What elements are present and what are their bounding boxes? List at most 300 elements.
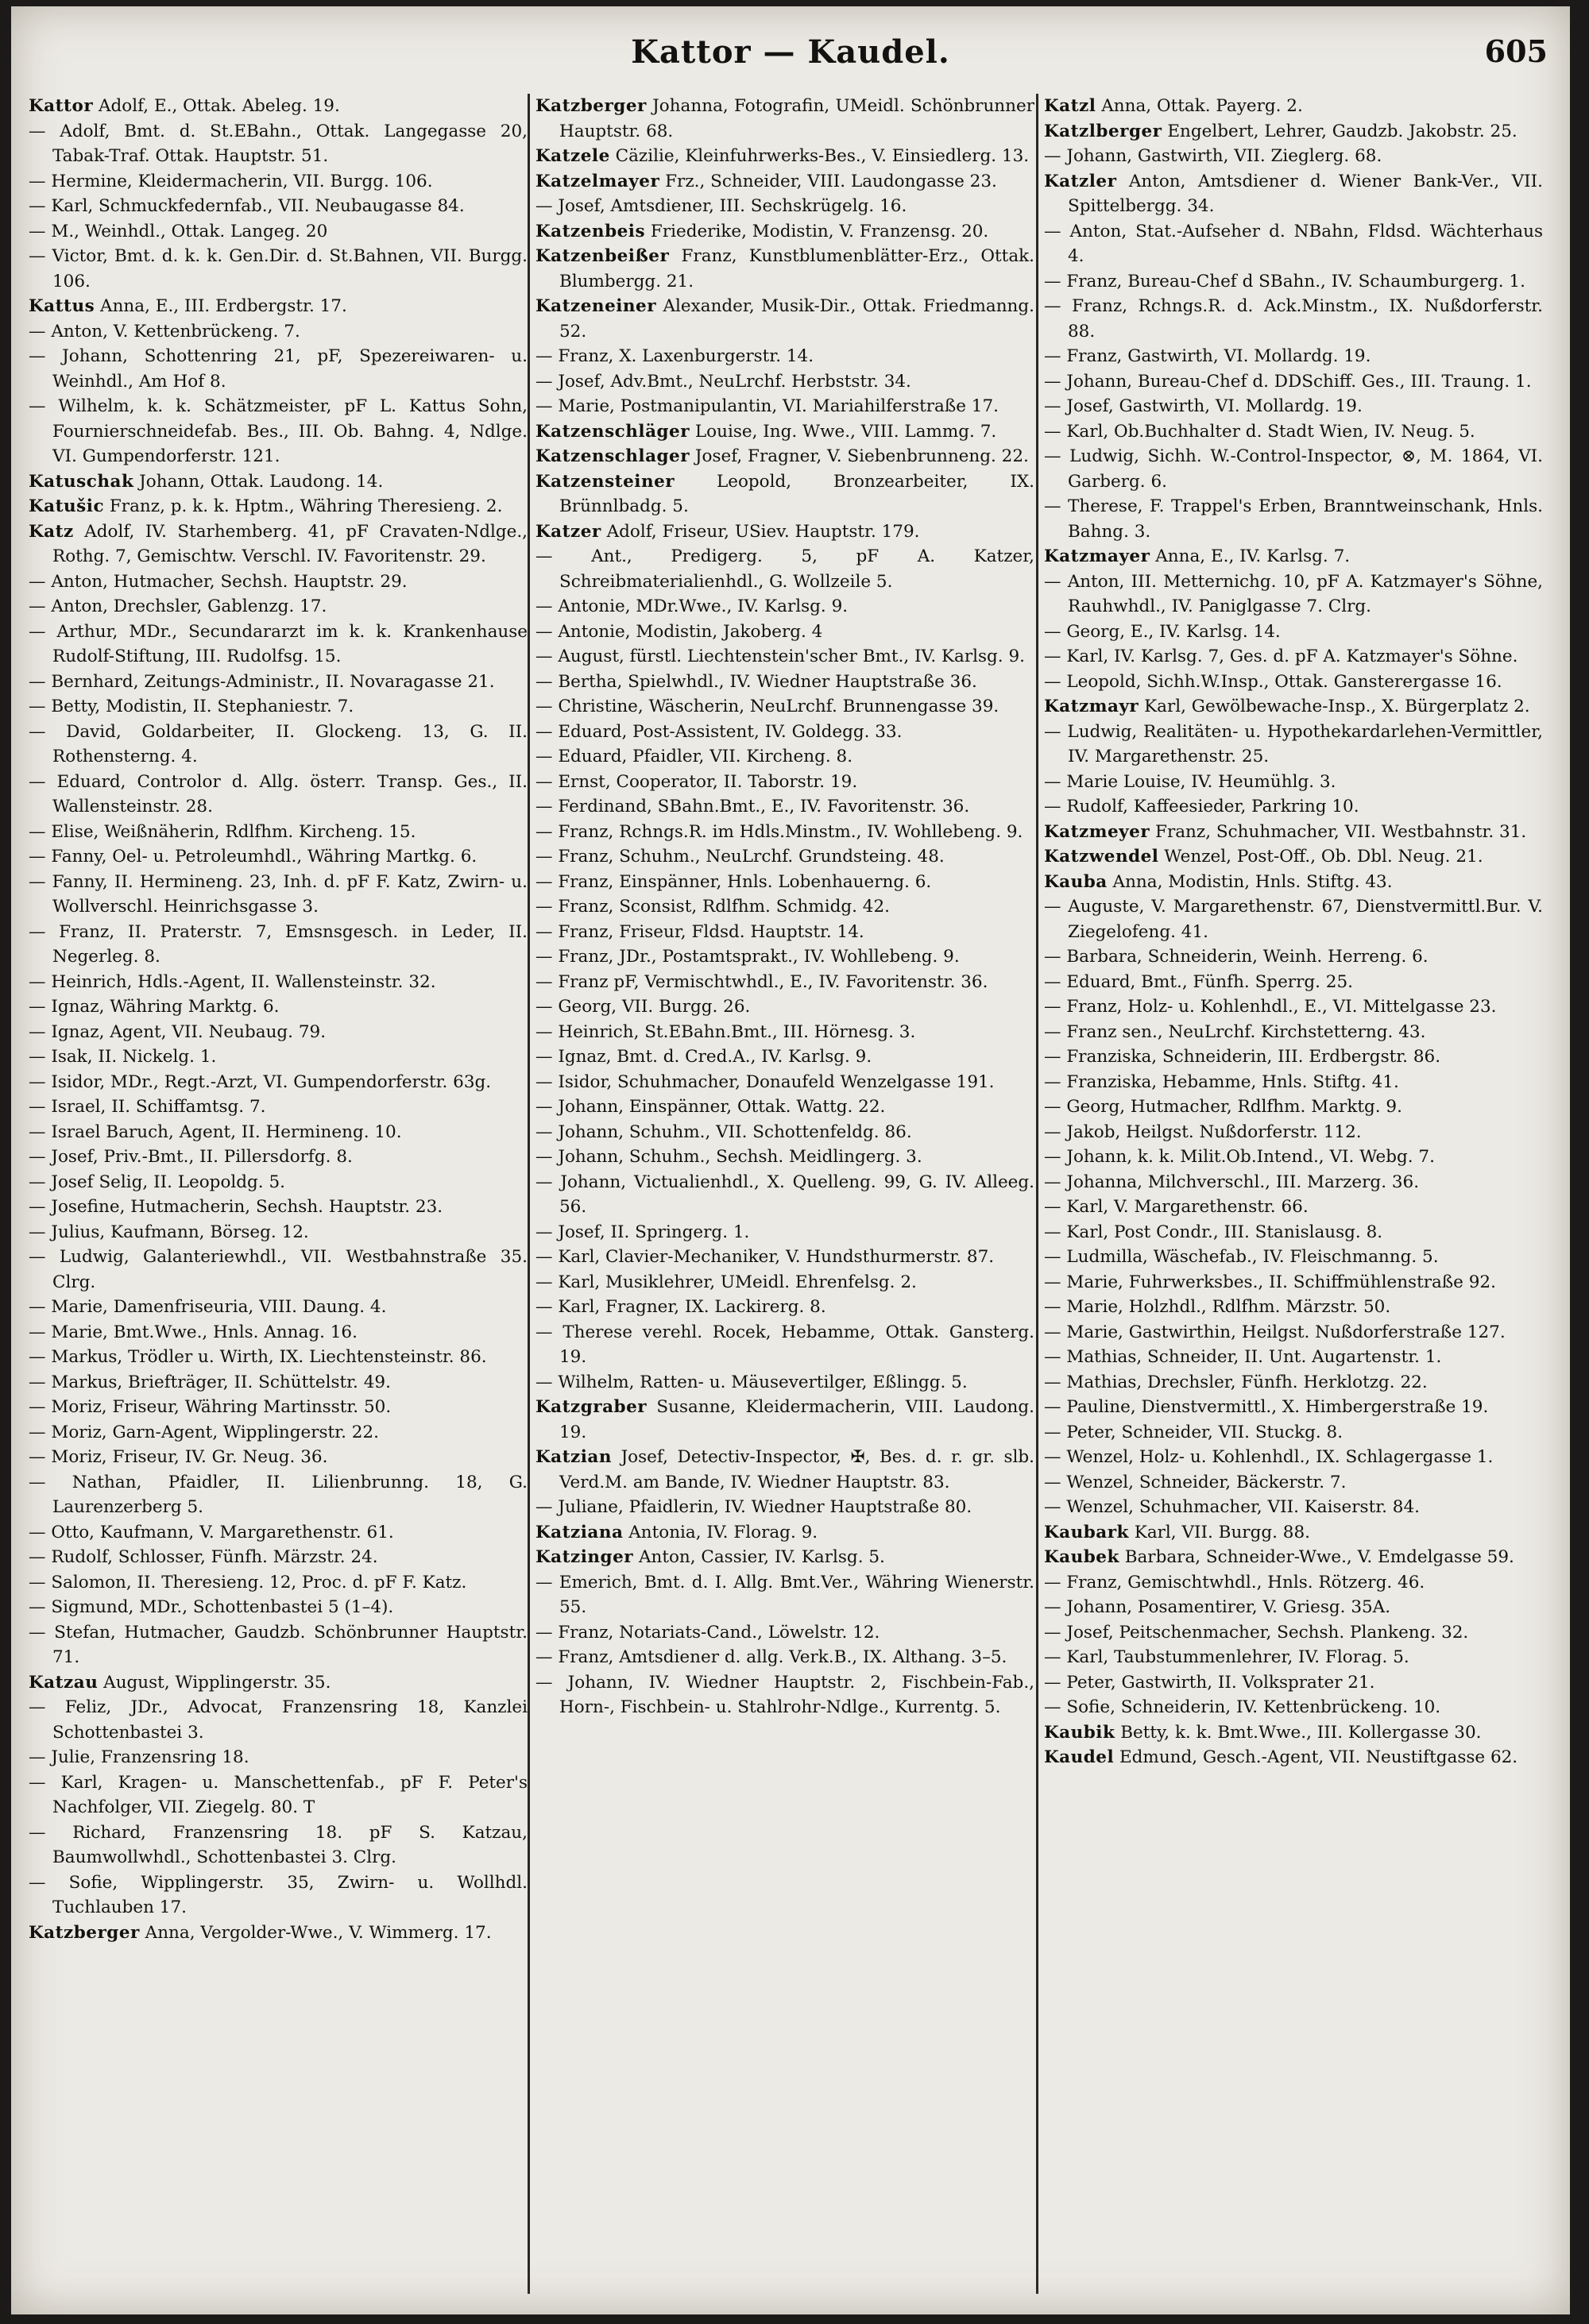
entry-text: — Wenzel, Schuhmacher, VII. Kaiserstr. 84. xyxy=(1044,1497,1420,1517)
entry-text: — Christine, Wäscherin, NeuLrchf. Brunnengasse 39. xyxy=(535,697,999,716)
directory-entry xyxy=(535,369,1034,395)
entry-text: — Sofie, Schneiderin, IV. Kettenbrückeng. 10. xyxy=(1044,1697,1441,1717)
directory-entry xyxy=(535,944,1034,970)
directory-entry xyxy=(1044,269,1543,295)
entry-text: — Wenzel, Schneider, Bäckerstr. 7. xyxy=(1044,1472,1347,1492)
entry-text: — Josefine, Hutmacherin, Sechsh. Hauptstr. 23. xyxy=(29,1197,443,1217)
entry-surname: Katzensteiner xyxy=(535,471,675,492)
directory-entry xyxy=(29,1295,528,1320)
directory-entry xyxy=(535,419,1034,445)
entry-text: — Josef, Peitschenmacher, Sechsh. Plankeng. 32. xyxy=(1044,1622,1469,1643)
entry-text: — Ludwig, Galanteriewhdl., VII. Westbahnstraße 35. Clrg. xyxy=(29,1247,528,1292)
entry-text: — Josef, Priv.-Bmt., II. Pillersdorfg. 8. xyxy=(29,1147,353,1167)
directory-entry xyxy=(1044,444,1543,494)
directory-entry xyxy=(1044,1620,1543,1646)
directory-entry xyxy=(29,1070,528,1095)
directory-entry xyxy=(1044,394,1543,419)
directory-entry xyxy=(1044,994,1543,1020)
directory-entry xyxy=(1044,1570,1543,1596)
directory-entry xyxy=(1044,1120,1543,1145)
directory-entry xyxy=(1044,369,1543,395)
directory-entry xyxy=(1044,1595,1543,1620)
directory-entry xyxy=(1044,169,1543,219)
entry-text: — Josef, Adv.Bmt., NeuLrchf. Herbststr. 34. xyxy=(535,371,911,392)
entry-text: Anna, E., III. Erdbergstr. 17. xyxy=(95,296,347,316)
directory-entry xyxy=(535,1395,1034,1445)
entry-text: Friederike, Modistin, V. Franzensg. 20. xyxy=(645,221,989,241)
entry-text: — Barbara, Schneiderin, Weinh. Herreng. 6. xyxy=(1044,947,1429,967)
entry-text: — Peter, Gastwirth, II. Volksprater 21. xyxy=(1044,1672,1375,1693)
entry-text: — Karl, Post Condr., III. Stanislausg. 8. xyxy=(1044,1222,1383,1242)
entry-text: — Adolf, Bmt. d. St.EBahn., Ottak. Langegasse 20, Tabak-Traf. Ottak. Hauptstr. 51. xyxy=(29,121,528,166)
directory-entry xyxy=(1044,720,1543,770)
entry-text: — Franz pF, Vermischtwhdl., E., IV. Favoritenstr. 36. xyxy=(535,971,988,992)
entry-text: — Johanna, Milchverschl., III. Marzerg. 36. xyxy=(1044,1172,1420,1192)
directory-entry xyxy=(1044,294,1543,344)
directory-entry xyxy=(29,394,528,469)
entry-text: Anna, E., IV. Karlsg. 7. xyxy=(1150,546,1351,566)
directory-entry xyxy=(29,319,528,345)
entry-surname: Katzeneiner xyxy=(535,296,657,316)
directory-entry xyxy=(535,994,1034,1020)
directory-entry xyxy=(1044,1170,1543,1195)
directory-entry xyxy=(29,1170,528,1195)
entry-text: — Betty, Modistin, II. Stephaniestr. 7. xyxy=(29,697,354,716)
entry-surname: Katuschak xyxy=(29,471,134,492)
directory-entry xyxy=(535,1020,1034,1045)
directory-entry xyxy=(535,670,1034,695)
entry-text: Susanne, Kleidermacherin, VIII. Laudong. 19. xyxy=(559,1397,1034,1442)
entry-text: — Jakob, Heilgst. Nußdorferstr. 112. xyxy=(1044,1121,1362,1142)
entry-text: — Franz sen., NeuLrchf. Kirchstetterng. 43. xyxy=(1044,1021,1426,1042)
entry-surname: Katzlberger xyxy=(1044,121,1162,141)
entry-text: — Ludwig, Sichh. W.-Control-Inspector, ⊗, M. 1864, VI. Garberg. 6. xyxy=(1044,446,1543,492)
directory-entry xyxy=(1044,1270,1543,1295)
entry-text: — Franz, JDr., Postamtsprakt., IV. Wohllebeng. 9. xyxy=(535,947,960,967)
entry-surname: Katušic xyxy=(29,496,105,516)
entry-surname: Katz xyxy=(29,521,74,542)
directory-entry xyxy=(535,1445,1034,1495)
entry-text: — Marie, Gastwirthin, Heilgst. Nußdorferstraße 127. xyxy=(1044,1322,1506,1342)
directory-entry xyxy=(29,620,528,670)
entry-text: — Ignaz, Währing Marktg. 6. xyxy=(29,997,280,1017)
directory-entry xyxy=(1044,1094,1543,1120)
directory-entry xyxy=(29,670,528,695)
directory-entry xyxy=(535,920,1034,945)
entry-text: — Bertha, Spielwhdl., IV. Wiedner Hauptstraße 36. xyxy=(535,671,977,692)
directory-entry xyxy=(535,870,1034,895)
directory-entry xyxy=(29,1620,528,1670)
directory-entry xyxy=(29,1670,528,1696)
directory-entry xyxy=(535,720,1034,745)
directory-entry xyxy=(29,169,528,195)
directory-entry xyxy=(1044,144,1543,169)
directory-entry xyxy=(1044,1295,1543,1320)
directory-entry xyxy=(29,469,528,495)
entry-surname: Katzwendel xyxy=(1044,847,1159,867)
directory-entry xyxy=(1044,1020,1543,1045)
directory-entry xyxy=(1044,1044,1543,1070)
directory-entry xyxy=(535,544,1034,594)
directory-entry xyxy=(1044,1670,1543,1696)
entry-text: — Heinrich, St.EBahn.Bmt., III. Hörnesg. 3. xyxy=(535,1021,916,1042)
entry-text: — Julius, Kaufmann, Börseg. 12. xyxy=(29,1222,309,1242)
entry-text: — Heinrich, Hdls.-Agent, II. Wallensteinstr. 32. xyxy=(29,971,436,992)
directory-entry xyxy=(29,1044,528,1070)
directory-entry xyxy=(29,994,528,1020)
entry-text: — Karl, Ob.Buchhalter d. Stadt Wien, IV. Neug. 5. xyxy=(1044,421,1475,442)
directory-entry xyxy=(535,1070,1034,1095)
entry-text: Cäzilie, Kleinfuhrwerks-Bes., V. Einsiedlerg. 13. xyxy=(609,146,1030,166)
entry-text: — Karl, Musiklehrer, UMeidl. Ehrenfelsg. 2. xyxy=(535,1272,917,1292)
entry-text: — Isidor, Schuhmacher, Donaufeld Wenzelgasse 191. xyxy=(535,1071,995,1092)
directory-entry xyxy=(29,1545,528,1570)
entry-text: — Victor, Bmt. d. k. k. Gen.Dir. d. St.Bahnen, VII. Burgg. 106. xyxy=(29,246,528,291)
entry-text: — Franz, Sconsist, Rdlfhm. Schmidg. 42. xyxy=(535,897,890,917)
directory-entry xyxy=(29,820,528,845)
directory-entry xyxy=(535,970,1034,995)
directory-entry xyxy=(1044,1520,1543,1546)
directory-entry xyxy=(535,620,1034,645)
directory-entry xyxy=(535,1145,1034,1170)
directory-entry xyxy=(535,1220,1034,1245)
directory-entry xyxy=(1044,844,1543,870)
entry-text: — Johann, Bureau-Chef d. DDSchiff. Ges., III. Traung. 1. xyxy=(1044,371,1532,392)
directory-entry xyxy=(29,1595,528,1620)
entry-text: — Ernst, Cooperator, II. Taborstr. 19. xyxy=(535,771,858,792)
directory-entry xyxy=(535,1270,1034,1295)
directory-entry xyxy=(29,920,528,970)
directory-entry xyxy=(535,1094,1034,1120)
directory-entry xyxy=(535,394,1034,419)
directory-entry xyxy=(29,870,528,920)
column-divider xyxy=(1036,94,1038,2294)
directory-entry xyxy=(29,1770,528,1820)
entry-text: — Hermine, Kleidermacherin, VII. Burgg. 106. xyxy=(29,171,433,191)
entry-surname: Kauba xyxy=(1044,871,1108,892)
directory-entry xyxy=(1044,770,1543,795)
directory-entry xyxy=(535,144,1034,169)
entry-text: — Marie Louise, IV. Heumühlg. 3. xyxy=(1044,771,1336,792)
directory-entry xyxy=(535,294,1034,344)
running-title: Kattor — Kaudel. xyxy=(631,33,950,71)
entry-text: — Bernhard, Zeitungs-Administr., II. Novaragasse 21. xyxy=(29,671,495,692)
directory-entry xyxy=(29,1870,528,1921)
directory-entry xyxy=(29,1094,528,1120)
entry-text: Edmund, Gesch.-Agent, VII. Neustiftgasse 62. xyxy=(1114,1747,1518,1767)
directory-entry xyxy=(1044,670,1543,695)
directory-entry xyxy=(1044,419,1543,445)
entry-text: — Markus, Trödler u. Wirth, IX. Liechtensteinstr. 86. xyxy=(29,1347,487,1367)
directory-entry xyxy=(29,1020,528,1045)
entry-text: — Franz, Notariats-Cand., Löwelstr. 12. xyxy=(535,1622,880,1643)
entry-text: Anton, Amtsdiener d. Wiener Bank-Ver., VII. Spittelbergg. 34. xyxy=(1068,171,1543,216)
entry-text: Anna, Vergolder-Wwe., V. Wimmerg. 17. xyxy=(139,1922,492,1943)
entry-text: Anna, Modistin, Hnls. Stiftg. 43. xyxy=(1107,871,1393,892)
entry-text: — Sofie, Wipplingerstr. 35, Zwirn- u. Wollhdl. Tuchlauben 17. xyxy=(29,1872,528,1917)
entry-surname: Katzmayer xyxy=(1044,546,1150,566)
column-3 xyxy=(1044,94,1543,2310)
directory-entry xyxy=(29,1695,528,1745)
entry-text: Engelbert, Lehrer, Gaudzb. Jakobstr. 25. xyxy=(1162,121,1517,141)
directory-entry xyxy=(29,519,528,569)
entry-text: — August, fürstl. Liechtenstein'scher Bmt., IV. Karlsg. 9. xyxy=(535,647,1025,666)
entry-text: — Franz, Friseur, Fldsd. Hauptstr. 14. xyxy=(535,921,864,942)
entry-text: — Israel, II. Schiffamtsg. 7. xyxy=(29,1097,266,1117)
entry-surname: Katzinger xyxy=(535,1547,634,1567)
directory-entry xyxy=(535,1520,1034,1546)
entry-surname: Katziana xyxy=(535,1522,624,1542)
directory-entry xyxy=(535,219,1034,245)
directory-entry xyxy=(1044,1370,1543,1396)
entry-surname: Kattus xyxy=(29,296,95,316)
directory-entry xyxy=(29,1520,528,1546)
directory-entry xyxy=(1044,794,1543,820)
entry-text: — Anton, III. Metternichg. 10, pF A. Katzmayer's Söhne, Rauhwhdl., IV. Paniglgasse 7. Clrg. xyxy=(1044,571,1543,616)
directory-entry xyxy=(29,494,528,519)
directory-entry xyxy=(535,744,1034,770)
directory-entry xyxy=(29,1345,528,1370)
entry-text: — Julie, Franzensring 18. xyxy=(29,1747,249,1767)
directory-entry xyxy=(29,1470,528,1520)
entry-surname: Katzberger xyxy=(29,1922,140,1943)
entry-text: — Franz, Gemischtwhdl., Hnls. Rötzerg. 46. xyxy=(1044,1572,1425,1592)
entry-text: — Juliane, Pfaidlerin, IV. Wiedner Hauptstraße 80. xyxy=(535,1497,972,1517)
entry-text: — Marie, Holzhdl., Rdlfhm. Märzstr. 50. xyxy=(1044,1297,1391,1317)
entry-text: — Karl, Fragner, IX. Lackirerg. 8. xyxy=(535,1297,826,1317)
directory-entry xyxy=(535,1545,1034,1570)
entry-text: — Wilhelm, Ratten- u. Mäusevertilger, Eßlingg. 5. xyxy=(535,1372,968,1392)
directory-entry xyxy=(29,1570,528,1596)
entry-text: Franz, p. k. k. Hptm., Währing Theresieng. 2. xyxy=(104,496,503,516)
directory-entry xyxy=(535,469,1034,519)
entry-text: Josef, Detectiv-Inspector, ✠, Bes. d. r. gr. slb. Verd.M. am Bande, IV. Wiedner Hauptstr. 83. xyxy=(559,1447,1034,1492)
entry-text: — Isidor, MDr., Regt.-Arzt, VI. Gumpendorferstr. 63g. xyxy=(29,1071,492,1092)
directory-entry xyxy=(1044,1420,1543,1446)
directory-entry xyxy=(535,1295,1034,1320)
entry-surname: Katzenbeißer xyxy=(535,246,670,266)
directory-entry xyxy=(1044,1245,1543,1270)
directory-entry xyxy=(1044,644,1543,670)
directory-entry xyxy=(29,1445,528,1470)
entry-text: — David, Goldarbeiter, II. Glockeng. 13, G. II. Rothensterng. 4. xyxy=(29,721,528,766)
directory-entry xyxy=(1044,1145,1543,1170)
directory-entry xyxy=(1044,1720,1543,1746)
entry-text: — Franz, Bureau-Chef d SBahn., IV. Schaumburgerg. 1. xyxy=(1044,271,1525,291)
entry-text: — Johann, Victualienhdl., X. Quelleng. 99, G. IV. Alleeg. 56. xyxy=(535,1172,1034,1217)
entry-surname: Katzian xyxy=(535,1447,612,1467)
directory-entry xyxy=(1044,1495,1543,1520)
entry-text: Betty, k. k. Bmt.Wwe., III. Kollergasse 30. xyxy=(1115,1722,1482,1743)
entry-surname: Kaubek xyxy=(1044,1547,1119,1567)
directory-entry xyxy=(1044,494,1543,544)
page-header xyxy=(11,33,1570,81)
directory-entry xyxy=(535,444,1034,469)
entry-text: — Antonie, MDr.Wwe., IV. Karlsg. 9. xyxy=(535,596,849,616)
directory-entry xyxy=(1044,1545,1543,1570)
directory-entry xyxy=(29,294,528,319)
entry-text: — Salomon, II. Theresieng. 12, Proc. d. pF F. Katz. xyxy=(29,1572,467,1592)
directory-entry xyxy=(1044,1220,1543,1245)
entry-text: — Ludwig, Realitäten- u. Hypothekardarlehen-Vermittler, IV. Margarethenstr. 25. xyxy=(1044,721,1543,766)
directory-entry xyxy=(29,569,528,595)
directory-entry xyxy=(1044,344,1543,369)
directory-entry xyxy=(29,1370,528,1396)
entry-text: — Leopold, Sichh.W.Insp., Ottak. Gansterergasse 16. xyxy=(1044,671,1502,692)
directory-page xyxy=(11,6,1570,2314)
entry-text: Josef, Fragner, V. Siebenbrunneng. 22. xyxy=(690,446,1029,466)
directory-entry xyxy=(1044,694,1543,720)
entry-text: — Franziska, Schneiderin, III. Erdbergstr. 86. xyxy=(1044,1047,1441,1067)
entry-text: — Isak, II. Nickelg. 1. xyxy=(29,1047,217,1067)
directory-entry xyxy=(29,594,528,620)
entry-text: — Johann, Schuhm., Sechsh. Meidlingerg. 3. xyxy=(535,1147,922,1167)
entry-text: — Ludmilla, Wäschefab., IV. Fleischmanng. 5. xyxy=(1044,1247,1439,1267)
entry-text: Wenzel, Post-Off., Ob. Dbl. Neug. 21. xyxy=(1158,847,1483,867)
column-2 xyxy=(535,94,1034,2310)
entry-text: — Therese, F. Trappel's Erben, Branntweinschank, Hnls. Bahng. 3. xyxy=(1044,496,1543,542)
entry-text: — Eduard, Post-Assistent, IV. Goldegg. 33. xyxy=(535,721,903,742)
directory-entry xyxy=(535,344,1034,369)
entry-text: — Karl, Clavier-Mechaniker, V. Hundsthurmerstr. 87. xyxy=(535,1247,995,1267)
entry-text: — Josef, Amtsdiener, III. Sechskrügelg. 16. xyxy=(535,196,907,216)
entry-text: — Johann, k. k. Milit.Ob.Intend., VI. Webg. 7. xyxy=(1044,1147,1435,1167)
entry-text: — Johann, Schottenring 21, pF, Spezereiwaren- u. Weinhdl., Am Hof 8. xyxy=(29,346,528,392)
entry-text: — Markus, Briefträger, II. Schüttelstr. 49. xyxy=(29,1372,391,1392)
directory-entry xyxy=(535,1320,1034,1370)
entry-text: Adolf, IV. Starhemberg. 41, pF Cravaten-Ndlge., Rothg. 7, Gemischtw. Verschl. IV. Favoritenstr. 29. xyxy=(52,521,528,566)
entry-surname: Katzenbeis xyxy=(535,221,646,241)
entry-text: — Pauline, Dienstvermittl., X. Himbergerstraße 19. xyxy=(1044,1397,1489,1417)
entry-text: — Anton, Stat.-Aufseher d. NBahn, Fldsd. Wächterhaus 4. xyxy=(1044,221,1543,266)
entry-surname: Katzler xyxy=(1044,171,1117,191)
directory-entry xyxy=(535,1170,1034,1220)
entry-text: — Israel Baruch, Agent, II. Hermineng. 10. xyxy=(29,1121,402,1142)
directory-entry xyxy=(1044,970,1543,995)
entry-text: — Franz, Amtsdiener d. allg. Verk.B., IX. Althang. 3–5. xyxy=(535,1647,1007,1667)
entry-text: Barbara, Schneider-Wwe., V. Emdelgasse 59. xyxy=(1119,1547,1514,1567)
entry-text: — Auguste, V. Margarethenstr. 67, Dienstvermittl.Bur. V. Ziegelofeng. 41. xyxy=(1044,897,1543,942)
entry-text: — Anton, Drechsler, Gablenzg. 17. xyxy=(29,596,327,616)
directory-entry xyxy=(535,169,1034,195)
directory-entry xyxy=(535,94,1034,144)
entry-surname: Katzmayr xyxy=(1044,697,1139,716)
directory-entry xyxy=(29,770,528,820)
directory-entry xyxy=(535,844,1034,870)
entry-text: — Georg, E., IV. Karlsg. 14. xyxy=(1044,621,1281,642)
directory-entry xyxy=(535,644,1034,670)
entry-text: — Sigmund, MDr., Schottenbastei 5 (1–4). xyxy=(29,1597,394,1617)
directory-entry xyxy=(1044,1470,1543,1496)
entry-text: — Wenzel, Holz- u. Kohlenhdl., IX. Schlagergasse 1. xyxy=(1044,1447,1494,1467)
column-1 xyxy=(29,94,528,2310)
entry-surname: Katzberger xyxy=(535,96,647,116)
entry-surname: Katzer xyxy=(535,521,601,542)
directory-entry xyxy=(1044,1070,1543,1095)
entry-text: — Arthur, MDr., Secundararzt im k. k. Krankenhause Rudolf-Stiftung, III. Rudolfsg. 15. xyxy=(29,621,528,666)
directory-entry xyxy=(535,694,1034,720)
entry-text: — Eduard, Controlor d. Allg. österr. Transp. Ges., II. Wallensteinstr. 28. xyxy=(29,771,528,816)
entry-text: — Johann, Posamentirer, V. Griesg. 35A. xyxy=(1044,1597,1391,1617)
entry-surname: Katzelmayer xyxy=(535,171,660,191)
entry-text: — Mathias, Drechsler, Fünfh. Herklotzg. 22. xyxy=(1044,1372,1428,1392)
entry-text: — Karl, Kragen- u. Manschettenfab., pF F. Peter's Nachfolger, VII. Ziegelg. 80. T xyxy=(29,1772,528,1817)
entry-text: August, Wipplingerstr. 35. xyxy=(98,1672,331,1693)
entry-text: — Karl, Schmuckfedernfab., VII. Neubaugasse 84. xyxy=(29,196,465,216)
directory-entry xyxy=(29,844,528,870)
directory-entry xyxy=(535,894,1034,920)
entry-text: — Marie, Fuhrwerksbes., II. Schiffmühlenstraße 92. xyxy=(1044,1272,1496,1292)
entry-surname: Katzl xyxy=(1044,96,1096,116)
entry-text: — Marie, Bmt.Wwe., Hnls. Annag. 16. xyxy=(29,1322,358,1342)
directory-entry xyxy=(1044,119,1543,145)
directory-entry xyxy=(1044,94,1543,119)
directory-entry xyxy=(29,1745,528,1770)
directory-entry xyxy=(535,194,1034,219)
directory-entry xyxy=(29,1245,528,1295)
entry-surname: Kaudel xyxy=(1044,1747,1115,1767)
entry-text: Alexander, Musik-Dir., Ottak. Friedmanng. 52. xyxy=(559,296,1034,342)
directory-entry xyxy=(29,219,528,245)
entry-text: — Peter, Schneider, VII. Stuckg. 8. xyxy=(1044,1422,1343,1442)
entry-surname: Kattor xyxy=(29,96,94,116)
directory-entry xyxy=(1044,944,1543,970)
entry-text: — Franz, Rchngs.R. im Hdls.Minstm., IV. Wohllebeng. 9. xyxy=(535,821,1023,842)
directory-entry xyxy=(1044,1195,1543,1220)
directory-entry xyxy=(1044,1345,1543,1370)
entry-text: — Georg, Hutmacher, Rdlfhm. Marktg. 9. xyxy=(1044,1097,1402,1117)
entry-text: — Franziska, Hebamme, Hnls. Stiftg. 41. xyxy=(1044,1071,1399,1092)
entry-text: — Franz, Einspänner, Hnls. Lobenhauerng. 6. xyxy=(535,871,932,892)
directory-entry xyxy=(29,244,528,294)
entry-text: — Josef Selig, II. Leopoldg. 5. xyxy=(29,1172,285,1192)
entry-text: — Stefan, Hutmacher, Gaudzb. Schönbrunner Hauptstr. 71. xyxy=(29,1622,528,1667)
entry-text: — Elise, Weißnäherin, Rdlfhm. Kircheng. 15. xyxy=(29,821,416,842)
directory-entry xyxy=(535,820,1034,845)
entry-text: — Anton, V. Kettenbrückeng. 7. xyxy=(29,321,300,342)
directory-entry xyxy=(535,1645,1034,1670)
entry-surname: Kaubik xyxy=(1044,1722,1115,1743)
entry-text: — Josef, II. Springerg. 1. xyxy=(535,1222,750,1242)
entry-surname: Kaubark xyxy=(1044,1522,1129,1542)
entry-text: — Feliz, JDr., Advocat, Franzensring 18, Kanzlei Schottenbastei 3. xyxy=(29,1697,528,1743)
directory-entry xyxy=(1044,894,1543,944)
directory-entry xyxy=(29,1195,528,1220)
entry-text: — M., Weinhdl., Ottak. Langeg. 20 xyxy=(29,221,328,241)
directory-entry xyxy=(29,1420,528,1446)
directory-entry xyxy=(535,1495,1034,1520)
directory-entry xyxy=(535,1245,1034,1270)
directory-entry xyxy=(535,594,1034,620)
directory-entry xyxy=(535,1120,1034,1145)
directory-entry xyxy=(535,519,1034,545)
directory-entry xyxy=(1044,1320,1543,1345)
directory-entry xyxy=(535,244,1034,294)
directory-entry xyxy=(29,1120,528,1145)
directory-entry xyxy=(1044,544,1543,569)
entry-text: — Franz, X. Laxenburgerstr. 14. xyxy=(535,346,814,366)
entry-text: — Fanny, Oel- u. Petroleumhdl., Währing Martkg. 6. xyxy=(29,847,477,867)
entry-text: — Eduard, Pfaidler, VII. Kircheng. 8. xyxy=(535,747,853,766)
entry-text: Anton, Cassier, IV. Karlsg. 5. xyxy=(633,1547,885,1567)
entry-text: — Franz, Schuhm., NeuLrchf. Grundsteing. 48. xyxy=(535,847,945,867)
directory-entry xyxy=(1044,620,1543,645)
entry-text: Franz, Kunstblumenblätter-Erz., Ottak. Blumbergg. 21. xyxy=(559,246,1034,291)
directory-entry xyxy=(1044,1645,1543,1670)
entry-text: — Moriz, Friseur, IV. Gr. Neug. 36. xyxy=(29,1447,328,1467)
entry-text: — Josef, Gastwirth, VI. Mollardg. 19. xyxy=(1044,396,1363,416)
entry-text: — Otto, Kaufmann, V. Margarethenstr. 61. xyxy=(29,1522,394,1542)
